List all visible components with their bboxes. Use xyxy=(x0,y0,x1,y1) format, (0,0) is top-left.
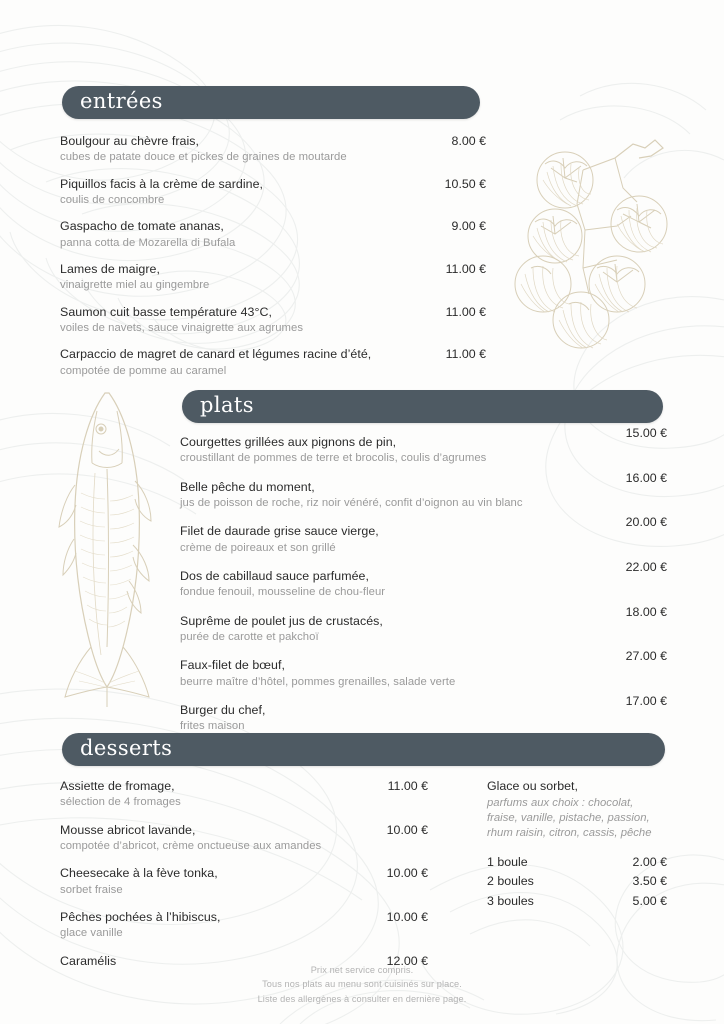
section-header-plats xyxy=(182,390,663,423)
menu-item-price: 18.00 € xyxy=(625,604,667,619)
menu-item-description: sorbet fraise xyxy=(60,883,123,896)
menu-item-name: Gaspacho de tomate ananas, xyxy=(60,219,224,234)
menu-item-description: jus de poisson de roche, riz noir vénéré, confit d’oignon au vin blanc xyxy=(180,497,523,509)
menu-item-price: 16.00 € xyxy=(625,470,667,485)
section-header-entrees xyxy=(62,86,480,119)
menu-item-name: Filet de daurade grise sauce vierge, xyxy=(180,524,379,539)
section-plats-items xyxy=(180,426,667,746)
menu-item-name: Courgettes grillées aux pignons de pin, xyxy=(180,435,397,449)
menu-item-price: 10.00 € xyxy=(386,822,428,837)
menu-item-name: Saumon cuit basse température 43°C, xyxy=(60,304,272,319)
menu-item-description: fondue fenouil, mousseline de chou-fleur xyxy=(180,586,386,599)
menu-item-name: Suprême de poulet jus de crustacés, xyxy=(180,613,383,628)
menu-item-name: Faux-filet de bœuf, xyxy=(180,658,285,673)
menu-item xyxy=(60,218,486,251)
menu-item-name: Dos de cabillaud sauce parfumée, xyxy=(180,568,369,583)
section-desserts-items-left xyxy=(60,778,428,980)
menu-item-name: Belle pêche du moment, xyxy=(180,479,315,494)
menu-item-price: 11.00 € xyxy=(445,261,486,276)
scoop-row xyxy=(487,872,667,891)
section-header-desserts xyxy=(62,733,665,766)
section-entrees-items xyxy=(60,133,486,389)
scoop-price: 2.00 € xyxy=(632,855,667,870)
menu-item xyxy=(180,649,667,690)
menu-item-description: purée de carotte et pakchoï xyxy=(180,630,319,643)
menu-item-name: Burger du chef, xyxy=(180,702,266,717)
menu-item-description: croustillant de pommes de terre et brocolis, coulis d’agrumes xyxy=(180,452,487,465)
menu-item-description: sélection de 4 fromages xyxy=(60,796,181,809)
menu-item xyxy=(60,346,486,379)
menu-item xyxy=(180,470,667,512)
section-desserts-glace xyxy=(487,778,667,911)
menu-item xyxy=(60,133,486,166)
menu-item-price: 17.00 € xyxy=(625,693,667,708)
section-title-plats: plats xyxy=(200,393,254,417)
scoop-price: 5.00 € xyxy=(632,893,667,908)
menu-item-description: panna cotta de Mozarella di Bufala xyxy=(60,236,236,249)
menu-item-name: Pêches pochées à l’hibiscus, xyxy=(60,909,221,924)
menu-item-price: 20.00 € xyxy=(625,515,667,530)
menu-item-price: 9.00 € xyxy=(451,219,486,234)
menu-item-name: Piquillos facis à la crème de sardine, xyxy=(60,176,263,191)
scoop-price: 3.50 € xyxy=(632,874,667,889)
footer-line-3: Liste des allergènes à consulter en dernière page. xyxy=(257,993,467,1004)
menu-item-price: 10.00 € xyxy=(386,866,428,881)
menu-item-price: 27.00 € xyxy=(625,649,667,664)
menu-item-description: compotée de pomme au caramel xyxy=(60,364,227,377)
menu-item-description: beurre maître d’hôtel, pommes grenailles, salade verte xyxy=(180,675,456,688)
scoop-label: 2 boules xyxy=(487,874,534,889)
menu-item-name: Cheesecake à la fève tonka, xyxy=(60,866,218,881)
scoop-price-list xyxy=(487,853,667,911)
menu-item xyxy=(60,865,428,898)
menu-item-name: Carpaccio de magret de canard et légumes racine d’été, xyxy=(60,347,372,362)
footer-line-1: Prix net service compris. xyxy=(310,965,414,975)
menu-item xyxy=(180,426,667,467)
menu-item xyxy=(180,515,667,556)
menu-item-description: vinaigrette miel au gingembre xyxy=(60,279,210,292)
scoop-row xyxy=(487,853,667,872)
menu-item-price: 12.00 € xyxy=(386,953,428,968)
menu-item-description: compotée d’abricot, crème onctueuse aux amandes xyxy=(60,840,322,852)
menu-item-price: 10.50 € xyxy=(444,176,486,191)
menu-item xyxy=(60,176,486,209)
section-title-desserts: desserts xyxy=(80,736,173,760)
menu-item-description: frites maison xyxy=(180,720,245,733)
scoop-label: 1 boule xyxy=(487,855,528,870)
menu-item-price: 10.00 € xyxy=(386,909,428,924)
menu-item-price: 11.00 € xyxy=(445,347,486,362)
menu-item xyxy=(60,261,486,294)
menu-item-price: 11.00 € xyxy=(387,779,428,793)
footer-notes xyxy=(0,963,724,1006)
footer-line-2: Tous nos plats au menu sont cuisinés sur place. xyxy=(262,979,462,990)
menu-item xyxy=(60,909,428,942)
menu-item xyxy=(180,604,667,646)
menu-item-name: Caramélis xyxy=(60,953,117,968)
scoop-row xyxy=(487,892,667,911)
menu-item-description: voiles de navets, sauce vinaigrette aux agrumes xyxy=(60,321,304,334)
menu-item-name: Lames de maigre, xyxy=(60,261,160,276)
scoop-label: 3 boules xyxy=(487,893,534,908)
menu-item-price: 22.00 € xyxy=(625,559,667,574)
menu-item-name: Assiette de fromage, xyxy=(60,779,175,793)
section-title-entrees: entrées xyxy=(80,89,163,113)
menu-item xyxy=(60,822,428,855)
menu-item-description: crème de poireaux et son grillé xyxy=(180,541,336,554)
menu-item xyxy=(180,559,667,601)
menu-item-description: glace vanille xyxy=(60,927,123,940)
menu-item-price: 11.00 € xyxy=(445,304,486,319)
menu-item-description: cubes de patate douce et pickes de graines de moutarde xyxy=(60,151,347,164)
menu-item-name: Boulgour au chèvre frais, xyxy=(60,134,199,148)
menu-item xyxy=(60,778,428,811)
menu-item xyxy=(60,304,486,337)
menu-item xyxy=(180,693,667,735)
menu-item-price: 15.00 € xyxy=(625,426,667,440)
menu-item-description: coulis de concombre xyxy=(60,194,165,206)
menu-item-name: Mousse abricot lavande, xyxy=(60,822,196,837)
glace-flavors: parfums aux choix : chocolat, fraise, vanille, pistache, passion, rhum raisin, citron, cassis, pêche xyxy=(487,797,652,840)
menu-item-price: 8.00 € xyxy=(451,134,486,148)
glace-title: Glace ou sorbet, xyxy=(487,779,578,793)
